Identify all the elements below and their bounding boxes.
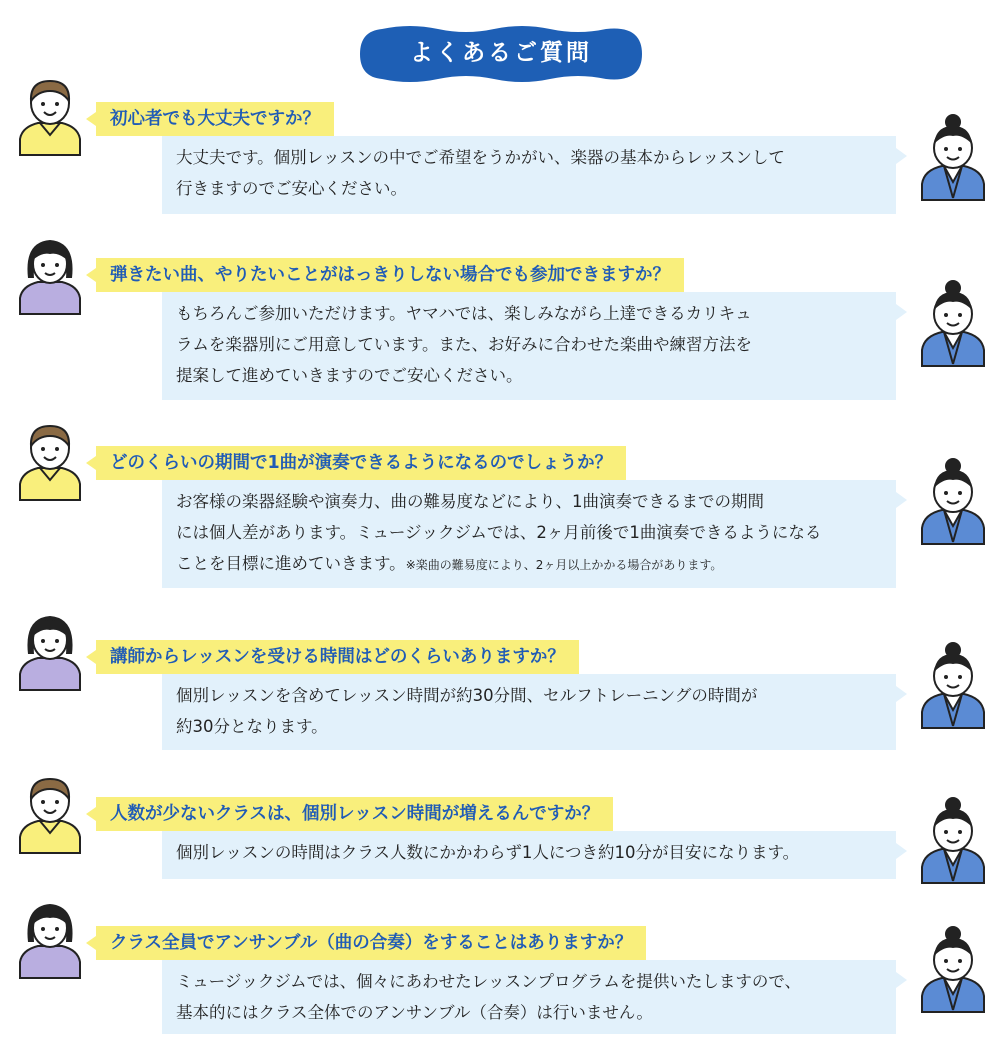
answer-line: 行きますのでご安心ください。 bbox=[176, 179, 407, 198]
question-bubble: クラス全員でアンサンブル（曲の合奏）をすることはありますか？ bbox=[96, 926, 646, 960]
answer-line bbox=[176, 548, 882, 581]
answer-box bbox=[162, 292, 896, 400]
answer-line: もちろんご参加いただけます。ヤマハでは、楽しみながら上達できるカリキュ bbox=[176, 304, 752, 323]
answer-line: 約30分となります。 bbox=[176, 717, 328, 736]
answer-box bbox=[162, 674, 896, 750]
answer-text: ことを目標に進めていきます。 bbox=[176, 554, 406, 573]
answer-box bbox=[162, 136, 896, 214]
question-bubble: どのくらいの期間で1曲が演奏できるようになるのでしょうか？ bbox=[96, 446, 626, 480]
page-title-banner bbox=[360, 25, 642, 83]
question-bubble: 弾きたい曲、やりたいことがはっきりしない場合でも参加できますか？ bbox=[96, 258, 684, 292]
answer-line: 個別レッスンを含めてレッスン時間が約30分間、セルフトレーニングの時間が bbox=[176, 686, 758, 705]
boy-avatar-icon bbox=[16, 773, 84, 855]
question-bubble: 初心者でも大丈夫ですか？ bbox=[96, 102, 334, 136]
teacher-avatar-icon bbox=[918, 795, 988, 885]
answer-line: 提案して進めていきますのでご安心ください。 bbox=[176, 366, 523, 385]
answer-box bbox=[162, 960, 896, 1034]
page-title: よくあるご質問 bbox=[410, 40, 592, 66]
question-bubble: 講師からレッスンを受ける時間はどのくらいありますか？ bbox=[96, 640, 579, 674]
girl-avatar-icon bbox=[16, 898, 84, 980]
teacher-avatar-icon bbox=[918, 112, 988, 202]
teacher-avatar-icon bbox=[918, 278, 988, 368]
answer-line: 個別レッスンの時間はクラス人数にかかわらず1人につき約10分が目安になります。 bbox=[176, 843, 800, 862]
girl-avatar-icon bbox=[16, 610, 84, 692]
answer-box bbox=[162, 480, 896, 588]
teacher-avatar-icon bbox=[918, 924, 988, 1014]
teacher-avatar-icon bbox=[918, 456, 988, 546]
answer-line: お客様の楽器経験や演奏力、曲の難易度などにより、1曲演奏できるまでの期間 bbox=[176, 492, 764, 511]
answer-line: 大丈夫です。個別レッスンの中でご希望をうかがい、楽器の基本からレッスンして bbox=[176, 148, 785, 167]
answer-note: ※楽曲の難易度により、2ヶ月以上かかる場合があります。 bbox=[405, 558, 723, 572]
girl-avatar-icon bbox=[16, 234, 84, 316]
answer-box bbox=[162, 831, 896, 879]
answer-line: ラムを楽器別にご用意しています。また、お好みに合わせた楽曲や練習方法を bbox=[176, 335, 753, 354]
question-bubble: 人数が少ないクラスは、個別レッスン時間が増えるんですか？ bbox=[96, 797, 613, 831]
boy-avatar-icon bbox=[16, 75, 84, 157]
answer-line: 基本的にはクラス全体でのアンサンブル（合奏）は行いません。 bbox=[176, 1003, 653, 1022]
answer-line: ミュージックジムでは、個々にあわせたレッスンプログラムを提供いたしますので、 bbox=[176, 972, 802, 991]
teacher-avatar-icon bbox=[918, 640, 988, 730]
boy-avatar-icon bbox=[16, 420, 84, 502]
answer-line: には個人差があります。ミュージックジムでは、2ヶ月前後で1曲演奏できるようになる bbox=[176, 523, 822, 542]
